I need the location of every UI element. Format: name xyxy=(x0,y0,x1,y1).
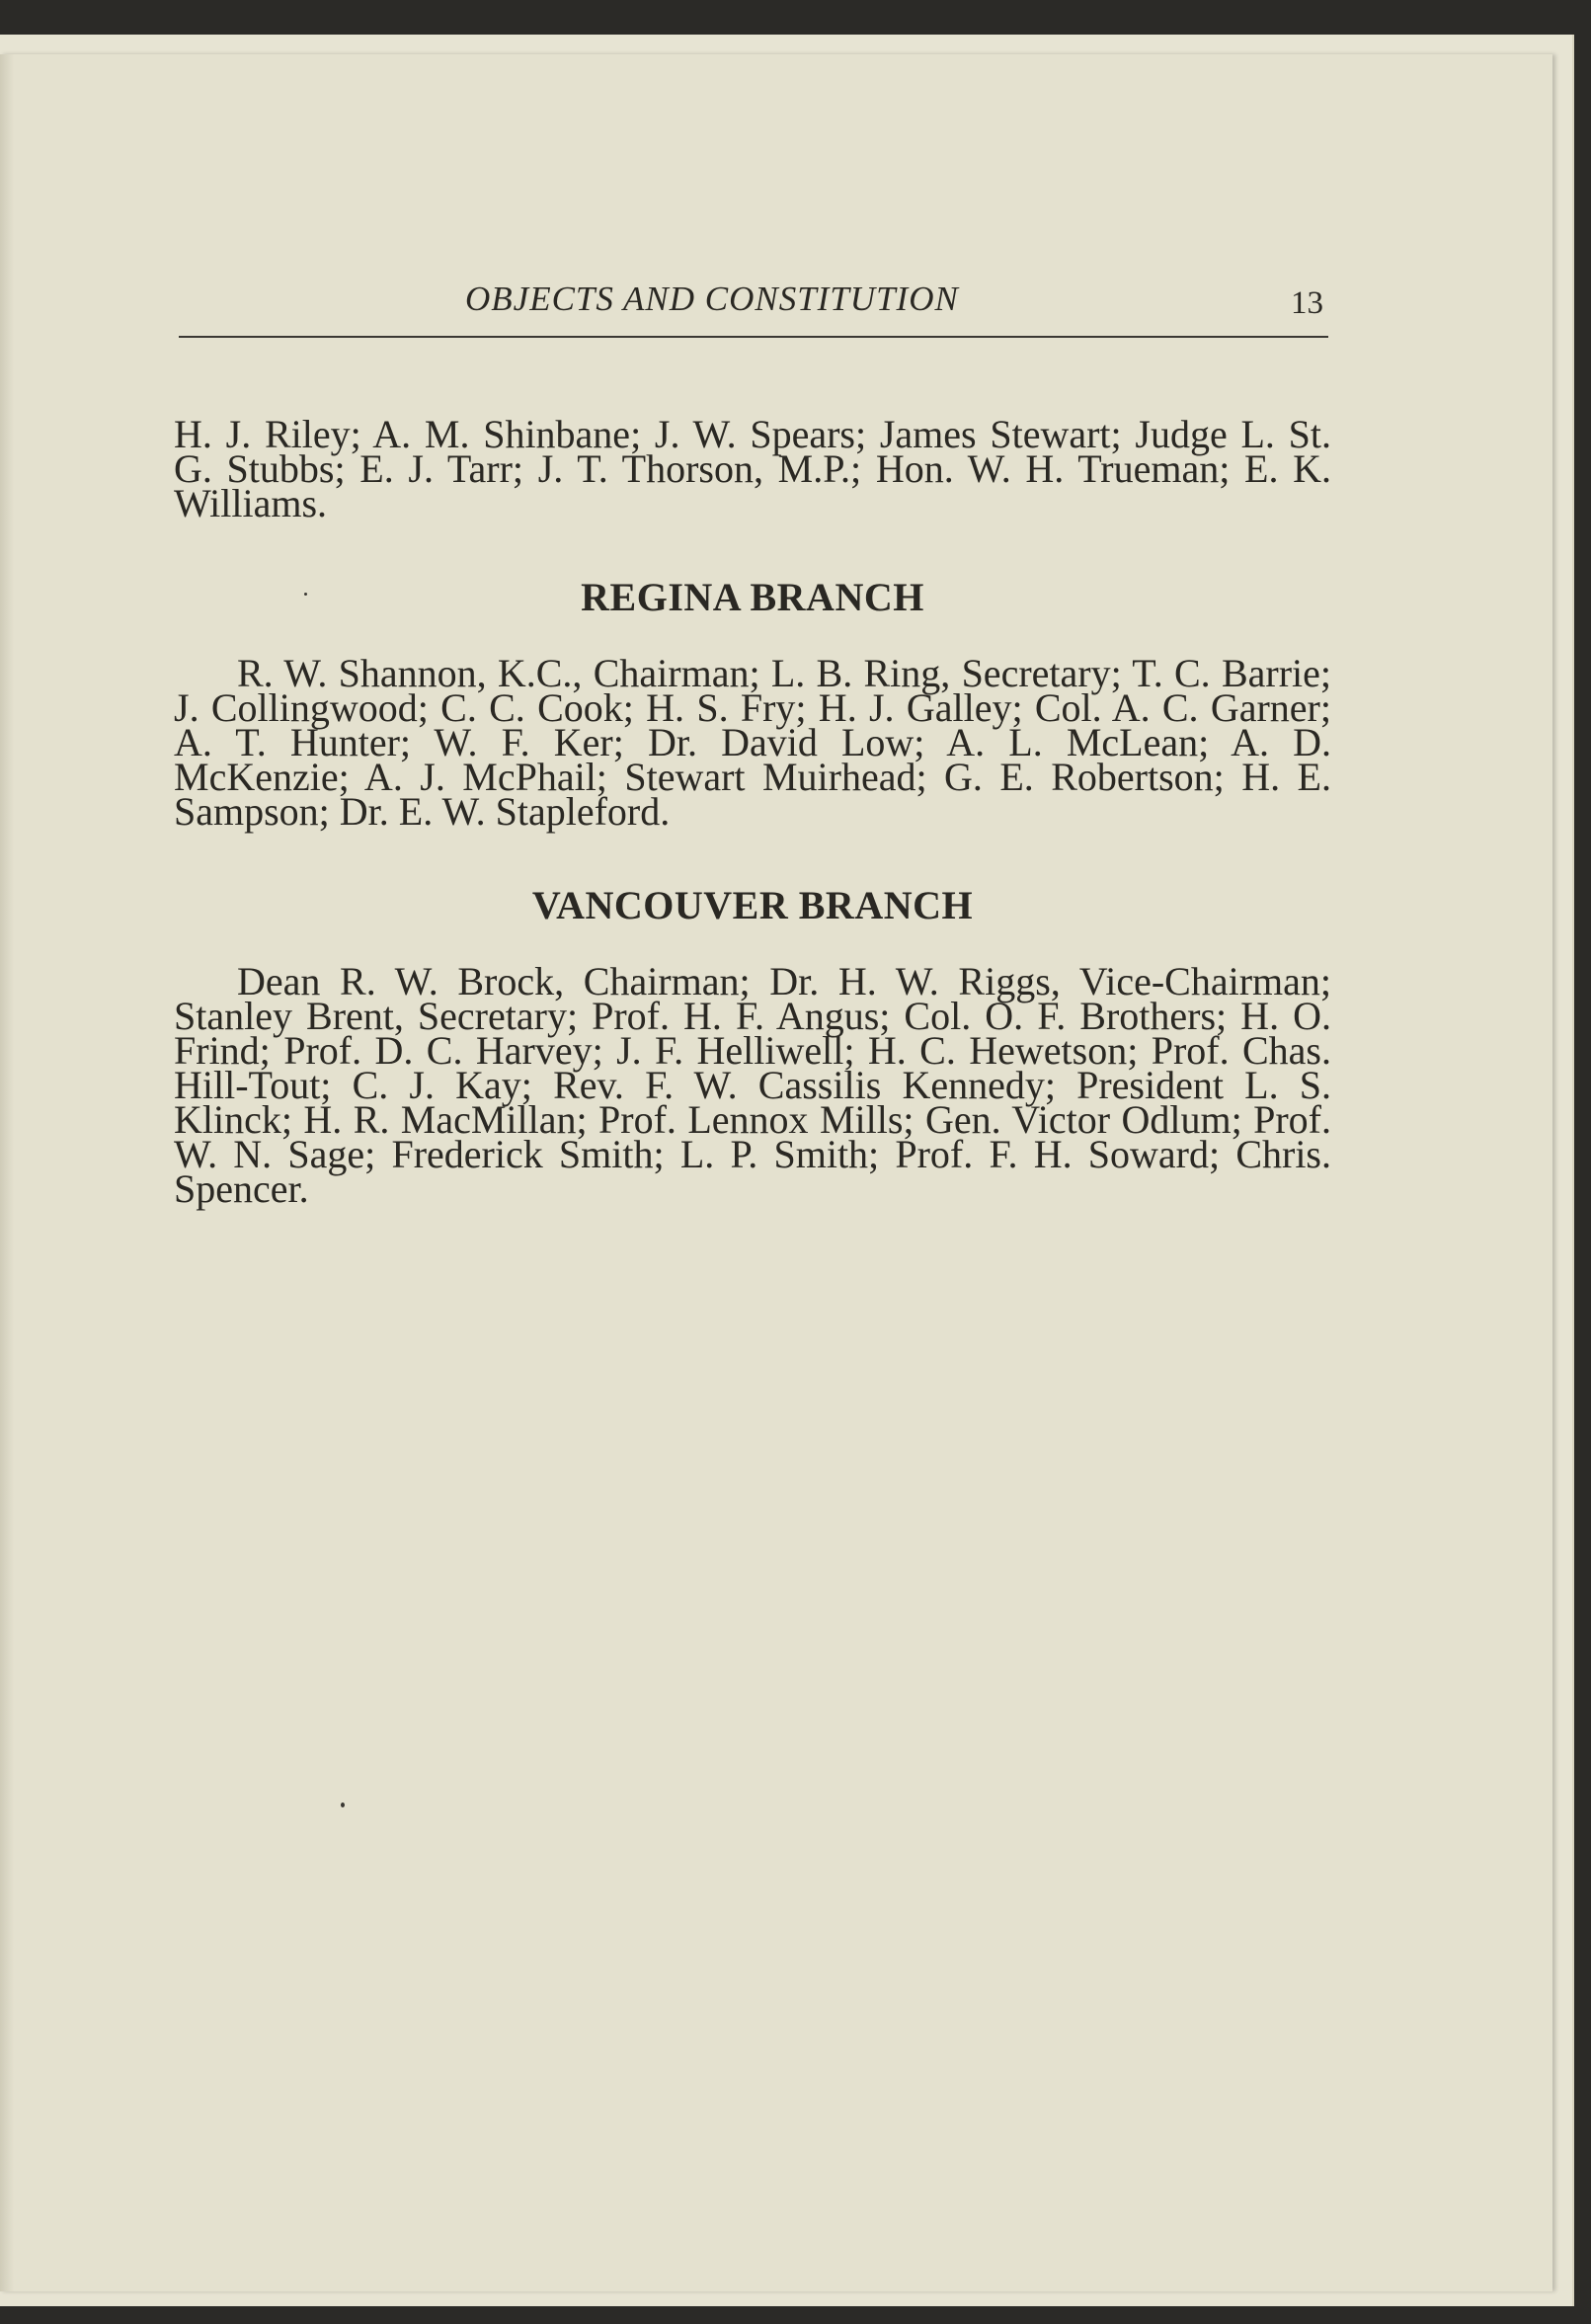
regina-branch-heading: REGINA BRANCH xyxy=(581,575,924,619)
page-body xyxy=(174,412,1331,1211)
binding-edge xyxy=(0,54,14,2291)
vancouver-branch-members: Dean R. W. Brock, Chairman; Dr. H. W. Riggs, Vice-Chairman; Stanley Brent, Secretary; Prof. H. F. Angus; Col. O. F. Brothers; H. O. Frind; Prof. D. C. Harvey; J. F. Helliwell; H. C. Hewetson; Prof. Chas. Hill-Tout; C. J. Kay; Rev. F. W. Cassilis Kennedy; President L. S. Klinck; H. R. MacMillan; Prof. Lennox Mills; Gen. Victor Odlum; Prof. W. N. Sage; Frederick Smith; L. P. Smith; Prof. F. H. Soward; Chris. Spencer. xyxy=(174,959,1331,1211)
continuation-paragraph: H. J. Riley; A. M. Shinbane; J. W. Spears; James Stewart; Judge L. St. G. Stubbs; E. J. Tarr; J. T. Thorson, M.P.; Hon. W. H. Trueman; E. K. Williams. xyxy=(174,412,1331,525)
ink-speck xyxy=(341,1803,345,1807)
running-head: OBJECTS AND CONSTITUTION xyxy=(465,280,959,318)
page-header xyxy=(179,280,1328,331)
regina-branch-members: R. W. Shannon, K.C., Chairman; L. B. Ring, Secretary; T. C. Barrie; J. Collingwood; C. C. Cook; H. S. Fry; H. J. Galley; Col. A. C. Garner; A. T. Hunter; W. F. Ker; Dr. David Low; A. L. McLean; A. D. McKenzie; A. J. McPhail; Stewart Muirhead; G. E. Robertson; H. E. Sampson; Dr. E. W. Stapleford. xyxy=(174,651,1331,834)
page-number: 13 xyxy=(1291,285,1323,321)
header-rule xyxy=(179,336,1328,338)
vancouver-branch-heading: VANCOUVER BRANCH xyxy=(531,883,974,927)
